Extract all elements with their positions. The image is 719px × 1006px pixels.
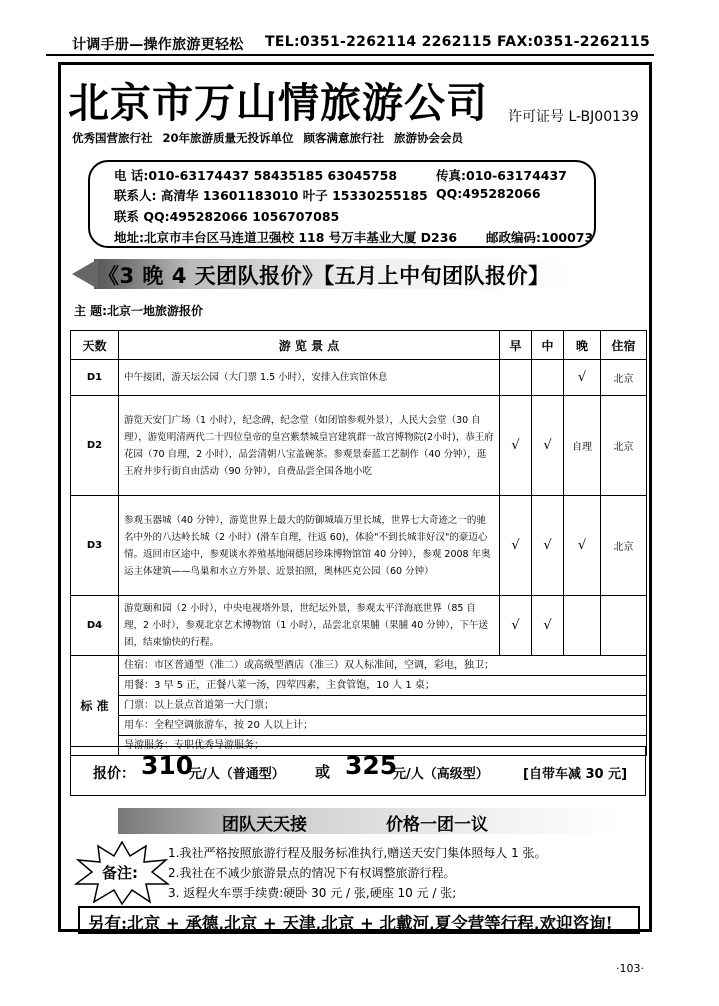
breakfast-cell: √ bbox=[500, 496, 532, 596]
standard-lodging: 住宿：市区普通型（准二）或高级型酒店（准三）双人标准间，空调，彩电，独卫； bbox=[119, 656, 647, 676]
breakfast-cell bbox=[500, 360, 532, 396]
contact-qq: QQ:495282066 bbox=[436, 186, 541, 201]
lodging-cell: 北京 bbox=[601, 360, 647, 396]
day-cell: D2 bbox=[71, 396, 119, 496]
contact-persons: 联系人: 高清华 13601183010 叶子 15330255185 bbox=[114, 188, 428, 203]
notes-burst bbox=[74, 840, 170, 906]
lunch-cell bbox=[532, 360, 564, 396]
other-routes-box: 另有:北京 + 承德,北京 + 天津,北京 + 北戴河,夏令营等行程,欢迎咨询! bbox=[78, 906, 640, 934]
standard-label: 标 准 bbox=[71, 656, 119, 756]
ribbon-left-text: 团队天天接 bbox=[222, 815, 307, 835]
day-desc: 参观玉器城（40 分钟），游览世界上最大的防御城墙万里长城，世界七大奇迹之一的驰名中外的八达岭长城（2 小时）(滑车自理，往返 60)，体验"不到长城非好汉"的豪迈心情。返回市区途中，参观谈水养殖基地闹德居珍珠博物馆馆 40 分钟），参观 2008 年奥运主体建筑——鸟巢和水立方外景、近景拍照，奥林匹克公园（60 分钟） bbox=[119, 496, 500, 596]
price-or: 或 bbox=[315, 763, 331, 781]
company-name: 北京市万山情旅游公司 bbox=[68, 79, 488, 127]
table-row bbox=[71, 496, 647, 596]
header-left-text: 计调手册—操作旅游更轻松 bbox=[72, 37, 244, 53]
price-note: [自带车减 30 元] bbox=[523, 767, 628, 782]
note-item: 3. 返程火车票手续费:硬卧 30 元 / 张,硬座 10 元 / 张; bbox=[168, 886, 457, 900]
page-number: ·103· bbox=[616, 962, 644, 975]
title-banner bbox=[72, 256, 646, 292]
day-cell: D4 bbox=[71, 596, 119, 656]
table-row bbox=[71, 360, 647, 396]
banner-arrow-icon bbox=[72, 259, 98, 289]
lunch-cell: √ bbox=[532, 596, 564, 656]
contact-qq-list: 联系 QQ:495282066 1056707085 bbox=[114, 209, 340, 224]
standard-transport: 用车：全程空调旅游车，按 20 人以上计； bbox=[119, 716, 647, 736]
normal-price-unit: 元/人（普通型） bbox=[189, 767, 285, 782]
standard-meals: 用餐：3 早 5 正，正餐八菜一汤，四荤四素，主食管饱，10 人 1 桌； bbox=[119, 676, 647, 696]
standard-row bbox=[71, 696, 647, 716]
contact-postcode: 邮政编码:100073 bbox=[486, 230, 594, 245]
breakfast-cell: √ bbox=[500, 396, 532, 496]
lunch-cell: √ bbox=[532, 496, 564, 596]
standard-tickets: 门票：以上景点首道第一大门票； bbox=[119, 696, 647, 716]
itinerary-table bbox=[70, 330, 647, 756]
price-label: 报价： bbox=[93, 766, 135, 782]
header-right-text: TEL:0351-2262114 2262115 FAX:0351-2262115 bbox=[265, 34, 650, 50]
note-item: 1.我社严格按照旅游行程及服务标准执行,赠送天安门集体照每人 1 张。 bbox=[168, 846, 547, 860]
price-box bbox=[70, 746, 646, 796]
lodging-cell: 北京 bbox=[601, 496, 647, 596]
note-item: 2.我社在不减少旅游景点的情况下有权调整旅游行程。 bbox=[168, 866, 456, 880]
day-cell: D3 bbox=[71, 496, 119, 596]
breakfast-cell: √ bbox=[500, 596, 532, 656]
ribbon-right-text: 价格一团一议 bbox=[386, 815, 488, 835]
contact-address: 地址:北京市丰台区马连道卫强校 118 号万丰基业大厦 D236 bbox=[114, 230, 458, 245]
lunch-cell: √ bbox=[532, 396, 564, 496]
license-number: 许可证号 L-BJ00139 bbox=[508, 109, 639, 125]
company-honors: 优秀国营旅行社 20年旅游质量无投诉单位 顾客满意旅行社 旅游协会会员 bbox=[72, 131, 464, 145]
contact-fax: 传真:010-63174437 bbox=[436, 168, 567, 183]
standard-row bbox=[71, 656, 647, 676]
col-spots: 游 览 景 点 bbox=[119, 331, 500, 360]
day-cell: D1 bbox=[71, 360, 119, 396]
table-row bbox=[71, 596, 647, 656]
contact-box bbox=[88, 160, 596, 248]
col-dinner: 晚 bbox=[564, 331, 601, 360]
subject-line: 主 题:北京一地旅游报价 bbox=[74, 304, 203, 318]
col-lunch: 中 bbox=[532, 331, 564, 360]
normal-price: 310 bbox=[141, 751, 194, 780]
col-day: 天数 bbox=[71, 331, 119, 360]
premium-price-unit: 元/人（高级型） bbox=[393, 767, 489, 782]
dinner-cell: √ bbox=[564, 496, 601, 596]
col-lodging: 住宿 bbox=[601, 331, 647, 360]
lodging-cell bbox=[601, 596, 647, 656]
banner-title: 《3 晚 4 天团队报价》【五月上中旬团队报价】 bbox=[98, 264, 550, 288]
day-desc: 游览天安门广场（1 小时），纪念碑，纪念堂（如闭馆参观外景），人民大会堂（30 自理），游览明清两代二十四位皇帝的皇宫紫禁城皇宫建筑群一故宫博物院(2小时)，恭王府花园（70 自理，2 小时），品尝清朝八宝盖碗茶。参观景泰蓝工艺制作（40 分钟），逛王府井步行街自由活动（90 分钟），自费品尝全国各地小吃 bbox=[119, 396, 500, 496]
dinner-cell: √ bbox=[564, 360, 601, 396]
day-desc: 游览颐和园（2 小时），中央电视塔外景，世纪坛外景，参观太平洋海底世界（85 自理，2 小时），参观北京艺术博物馆（1 小时），品尝北京果脯（果脯 40 分钟），下午送团，结束愉快的行程。 bbox=[119, 596, 500, 656]
premium-price: 325 bbox=[345, 751, 398, 780]
contact-phone: 电 话:010-63174437 58435185 63045758 bbox=[114, 168, 398, 183]
ribbon-banner bbox=[118, 808, 618, 834]
top-header bbox=[46, 34, 654, 56]
lodging-cell: 北京 bbox=[601, 396, 647, 496]
table-header-row bbox=[71, 331, 647, 360]
standard-row bbox=[71, 716, 647, 736]
day-desc: 中午接团，游天坛公园（大门票 1.5 小时），安排入住宾馆休息 bbox=[119, 360, 500, 396]
col-breakfast: 早 bbox=[500, 331, 532, 360]
dinner-cell bbox=[564, 596, 601, 656]
standard-row bbox=[71, 676, 647, 696]
notes-label: 备注: bbox=[102, 864, 138, 882]
table-row bbox=[71, 396, 647, 496]
dinner-cell: 自理 bbox=[564, 396, 601, 496]
standard-guide: 导游服务：专职优秀导游服务； bbox=[119, 736, 647, 756]
